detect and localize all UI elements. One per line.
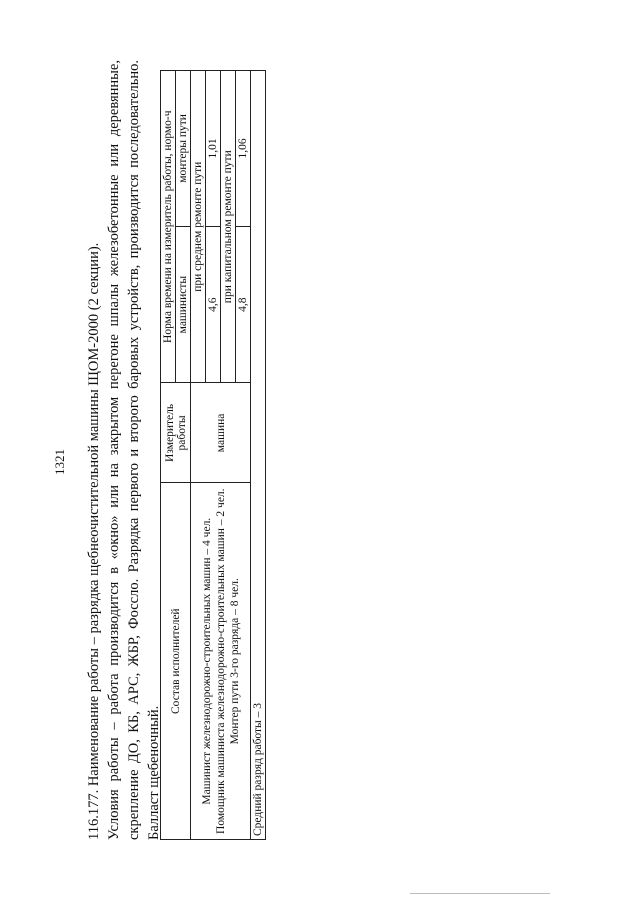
unit-cell: машина [191, 383, 251, 483]
medium-machinists-value: 4,6 [206, 226, 221, 383]
capital-track-value: 1,06 [236, 71, 251, 227]
capital-machinists-value: 4,8 [236, 226, 251, 383]
avg-grade: Средний разряд работы – 3 [251, 71, 266, 840]
header-track-workers: монтеры пути [176, 71, 191, 227]
header-norm: Норма времени на измеритель работы, нормо-ч [161, 71, 176, 383]
header-executors: Состав исполнителей [161, 483, 191, 840]
header-machinists: машинисты [176, 226, 191, 383]
scan-artifact-line [410, 893, 550, 894]
medium-repair-label: при среднем ремонте пути [191, 71, 206, 383]
page-number: 1321 [52, 449, 67, 475]
data-row [191, 71, 206, 840]
norms-table [160, 70, 266, 840]
header-unit: Измеритель работы [161, 383, 191, 483]
medium-track-value: 1,01 [206, 71, 221, 227]
avg-grade-row [251, 71, 266, 840]
executors-cell [191, 483, 251, 840]
executor-line: Машинист железнодорожно-строительных машин – 4 чел. [200, 517, 213, 805]
work-conditions: Условия работы – работа производится в «окно» или на закрытом перегоне шпалы железобетонные или деревянные, скрепление ДО, КБ, АРС, ЖБР, Фоссло. Разрядка первого и второго баровых устройств, производится последовательно. Балласт щебеночный. [106, 60, 162, 840]
header-row [161, 71, 176, 840]
capital-repair-label: при капитальном ремонте пути [221, 71, 236, 383]
executor-line: Помощник машиниста железнодорожно-строительных машин – 2 чел. [214, 488, 227, 834]
executor-line: Монтер пути 3-го разряда – 8 чел. [228, 578, 241, 745]
work-title: 116.177. Наименование работы – разрядка щебнеочистительной машины ЩОМ-2000 (2 секции). [86, 242, 102, 840]
